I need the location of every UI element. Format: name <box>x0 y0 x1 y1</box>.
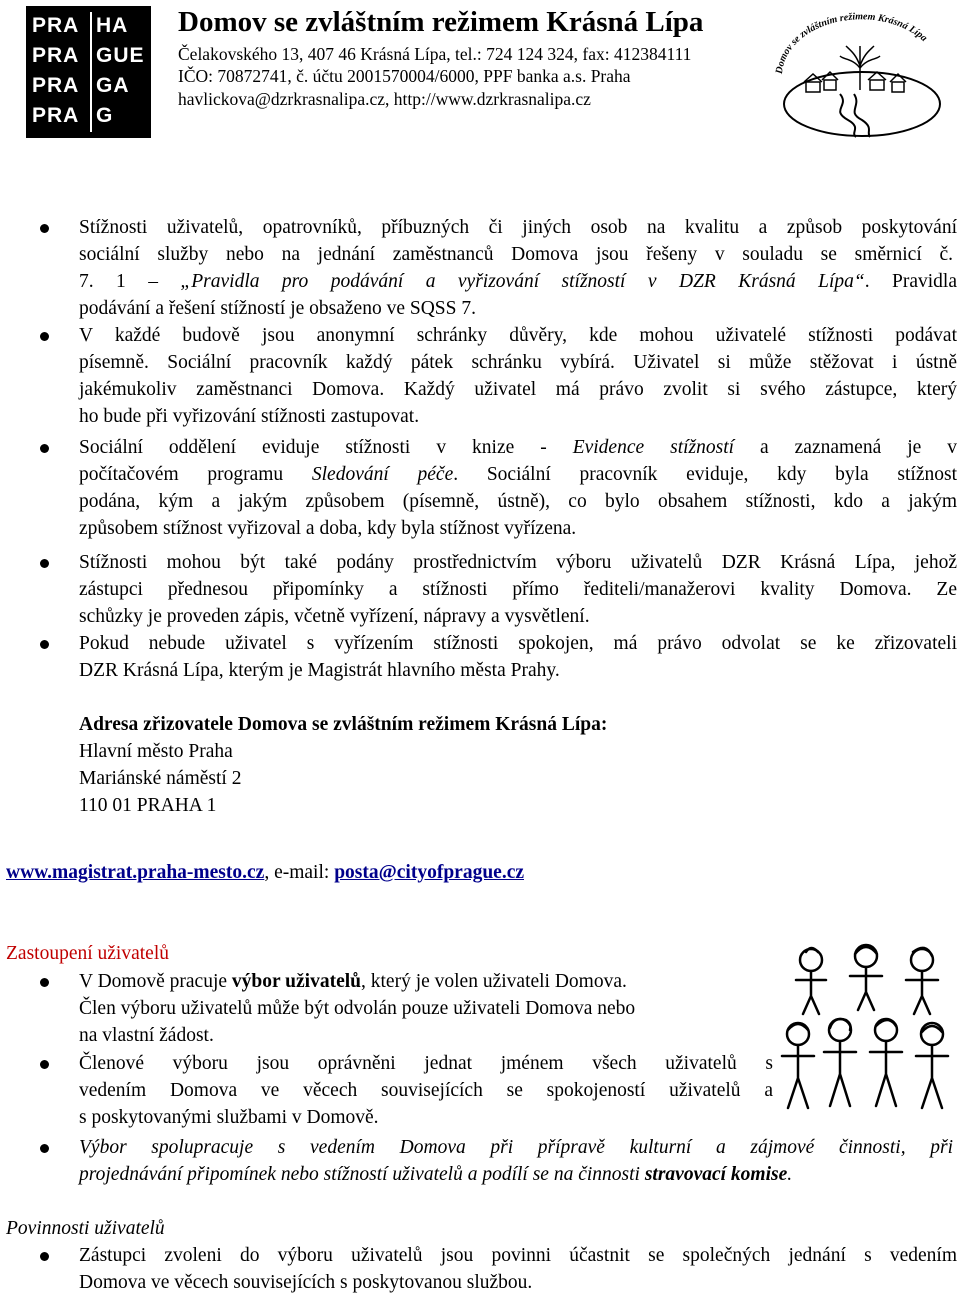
complaint-text: podána, kým a jakým způsobem (písemně, ústně), co bylo obsahem stížnosti, kdo a jakým <box>79 491 957 512</box>
complaint-text: zástupci přednesou připomínky a stížnosti přímo řediteli/manažerovi kvality Domova. Ze <box>79 579 957 600</box>
directive-title: „Pravidla pro podávání a vyřizování stížností v DZR Krásná Lípa“ <box>180 271 865 292</box>
complaint-text: V každé budově jsou anonymní schránky důvěry, kde mohou uživatelé stížnosti podávat <box>79 325 957 346</box>
complaint-text <box>79 268 957 295</box>
logo-text: PRA <box>32 104 80 127</box>
section-heading-duties: Povinnosti uživatelů <box>6 1218 165 1239</box>
bullet <box>40 1144 49 1153</box>
emblem-text: Domov se zvláštním režimem Krásná Lípa <box>773 11 930 75</box>
text-run: , který je volen uživateli Domova. <box>361 971 627 992</box>
magistrat-email-link[interactable]: posta@cityofprague.cz <box>334 862 524 883</box>
bullet <box>40 640 49 649</box>
commission-term: stravovací komise <box>644 1164 788 1185</box>
magistrat-web-link[interactable]: www.magistrat.praha-mesto.cz <box>6 862 265 883</box>
bullet <box>40 559 49 568</box>
complaint-text <box>79 434 957 461</box>
complaint-text: jakémukoliv zaměstnanci Domova. Každý uživatel má právo zvolit si svého zástupce, který <box>79 379 957 400</box>
logo-text: GA <box>96 74 130 97</box>
links-line <box>6 859 524 886</box>
logo-text: PRA <box>32 44 80 67</box>
complaint-text: písemně. Sociální pracovník každý pátek schránku vybírá. Uživatel si může stěžovat i ústně <box>79 352 957 373</box>
complaint-text: sociální služby nebo na jednání zaměstnanců Domova jsou řešeny v souladu se směrnicí č. <box>79 244 953 265</box>
program-name: Sledování péče <box>311 464 454 485</box>
representation-text <box>79 968 627 995</box>
text-run: projednávání připomínek nebo stížností uživatelů a podílí se na činnosti <box>79 1164 645 1185</box>
representation-text <box>79 1161 792 1188</box>
text-run: 7. 1 – <box>79 271 181 292</box>
bullet <box>40 1060 49 1069</box>
representation-text: Člen výboru uživatelů může být odvolán pouze uživateli Domova nebo <box>79 998 636 1019</box>
institution-contact: havlickova@dzrkrasnalipa.cz, http://www.dzrkrasnalipa.cz <box>178 89 591 109</box>
committee-term: výbor uživatelů <box>231 971 361 992</box>
logo-text: HA <box>96 14 129 37</box>
bullet <box>40 1252 49 1261</box>
complaint-text: DZR Krásná Lípa, kterým je Magistrát hlavního města Prahy. <box>79 660 560 681</box>
text-run: počítačovém programu <box>79 464 312 485</box>
representation-text: vedením Domova ve věcech souvisejících se spokojeností uživatelů a <box>79 1080 773 1101</box>
representation-text: Výbor spolupracuje s vedením Domova při přípravě kulturní a zájmové činnosti, při <box>79 1137 953 1158</box>
address-line: Hlavní město Praha <box>79 741 233 762</box>
link-separator: , e-mail: <box>264 862 335 883</box>
prague-logo <box>26 6 151 138</box>
duties-text: Zástupci zvoleni do výboru uživatelů jsou povinni účastnit se společných jednání s vedením <box>79 1245 957 1266</box>
institution-address: Čelakovského 13, 407 46 Krásná Lípa, tel.: 724 124 324, fax: 412384111 <box>178 44 692 64</box>
complaint-text: ho bude při vyřizování stížnosti zastupovat. <box>79 406 420 427</box>
complaint-text <box>79 461 957 488</box>
section-heading-representation: Zastoupení uživatelů <box>6 943 169 964</box>
complaint-text: Stížnosti mohou být také podány prostřednictvím výboru uživatelů DZR Krásná Lípa, jehož <box>79 552 957 573</box>
representation-text: na vlastní žádost. <box>79 1025 214 1046</box>
logo-text: PRA <box>32 74 80 97</box>
emblem-path <box>840 94 856 137</box>
emblem-path <box>854 94 870 137</box>
institution-title: Domov se zvláštním režimem Krásná Lípa <box>178 6 704 38</box>
address-heading: Adresa zřizovatele Domova se zvláštním režimem Krásná Lípa: <box>79 714 608 735</box>
bullet <box>40 224 49 233</box>
representation-text: s poskytovanými službami v Domově. <box>79 1107 379 1128</box>
institution-emblem <box>770 10 950 138</box>
logo-text: G <box>96 104 114 127</box>
text-run: V Domově pracuje <box>79 971 232 992</box>
duties-text: Domova ve věcech souvisejících s poskytovanou službou. <box>79 1272 533 1293</box>
bullet <box>40 978 49 987</box>
logo-text: PRA <box>32 14 80 37</box>
text-run: . <box>787 1164 793 1185</box>
emblem-tree <box>840 46 880 90</box>
complaint-text: Pokud nebude uživatel s vyřízením stížnosti spokojen, má právo odvolat se ke zřizovateli <box>79 633 957 654</box>
complaint-text: schůzky je proveden zápis, včetně vyřízení, nápravy a vysvětlení. <box>79 606 590 627</box>
logo-text: GUE <box>96 44 145 67</box>
representation-text: Členové výboru jsou oprávněni jednat jménem všech uživatelů s <box>79 1053 773 1074</box>
complaint-text: způsobem stížnost vyřizoval a doba, kdy byla stížnost vyřízena. <box>79 518 577 539</box>
book-name: Evidence stížností <box>572 437 735 458</box>
complaint-text: podávání a řešení stížností je obsaženo ve SQSS 7. <box>79 298 476 319</box>
bullet <box>40 444 49 453</box>
text-run: . Sociální pracovník eviduje, kdy byla stížnost <box>453 464 958 485</box>
address-line: Mariánské náměstí 2 <box>79 768 242 789</box>
address-line: 110 01 PRAHA 1 <box>79 795 217 816</box>
text-run: a zaznamená je v <box>734 437 957 458</box>
logo-divider <box>90 12 92 132</box>
complaint-text: Stížnosti uživatelů, opatrovníků, příbuzných či jiných osob na kvalitu a způsob poskytování <box>79 217 957 238</box>
text-run: Sociální oddělení eviduje stížnosti v knize - <box>79 437 573 458</box>
bullet <box>40 332 49 341</box>
text-run: . Pravidla <box>864 271 958 292</box>
institution-ico: IČO: 70872741, č. účtu 2001570004/6000, PPF banka a.s. Praha <box>178 66 631 86</box>
people-group-icon <box>776 938 956 1116</box>
